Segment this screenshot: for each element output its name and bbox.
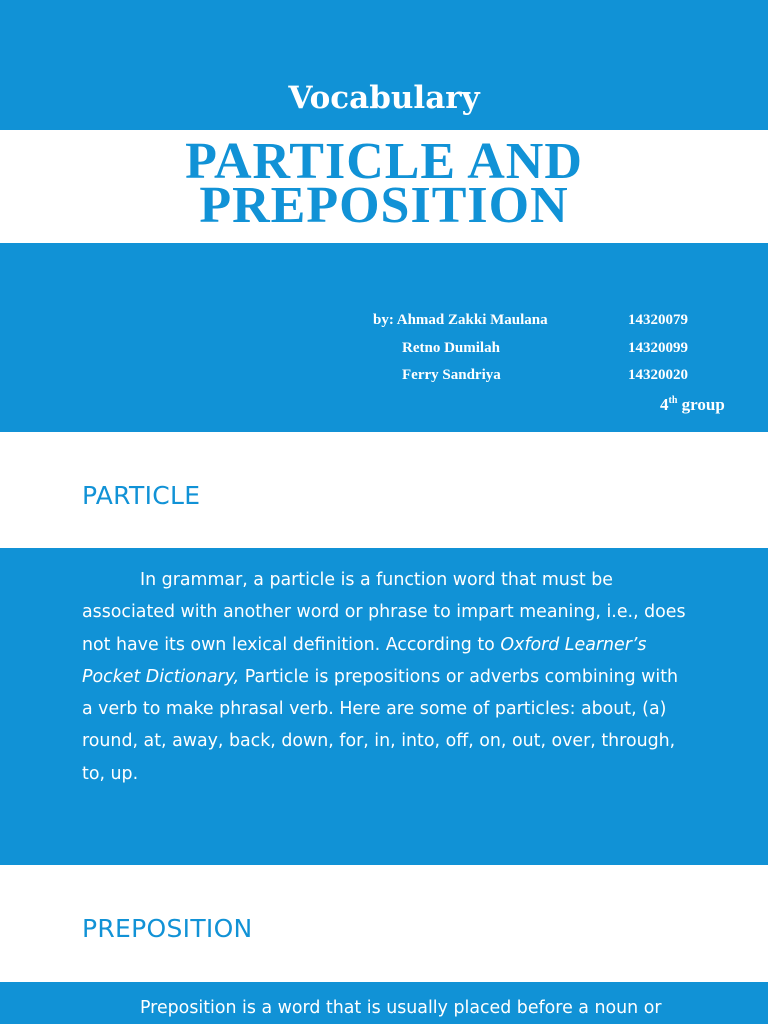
author-name: by: Ahmad Zakki Maulana — [373, 312, 548, 328]
author-row — [0, 309, 768, 331]
particle-dictionary-source: Oxford Learner’s Pocket Dictionary, — [82, 634, 647, 687]
cover-title-band — [0, 130, 768, 243]
author-id: 14320020 — [628, 367, 688, 383]
particle-body-band — [0, 548, 768, 865]
cover-subject: Vocabulary — [288, 80, 480, 116]
author-name: Ferry Sandriya — [402, 367, 501, 383]
particle-heading: PARTICLE — [82, 481, 201, 510]
author-id: 14320079 — [628, 312, 688, 328]
group-number: 4 — [660, 395, 669, 414]
cover-title — [0, 133, 768, 234]
preposition-paragraph — [82, 992, 692, 1024]
cover-title-line-2: PREPOSITION — [199, 177, 569, 234]
preposition-body-band — [0, 982, 768, 1024]
preposition-heading: PREPOSITION — [82, 914, 253, 943]
cover-header-band — [0, 0, 768, 130]
group-ordinal-suffix: th — [668, 395, 678, 406]
group-label — [660, 394, 725, 416]
cover-authors-band — [0, 243, 768, 432]
slide-divider — [0, 865, 768, 877]
particle-heading-band — [0, 444, 768, 548]
author-name: Retno Dumilah — [402, 340, 500, 356]
group-word: group — [681, 395, 725, 414]
author-row — [0, 364, 768, 386]
particle-text-part-2: Particle is prepositions or adverbs combining with a verb to make phrasal verb. Here are some of particles: about, (a) round, at, away, back, down, for, in, into, off, on, out, over, through, to, up. — [82, 666, 679, 784]
cover-title-line-1: PARTICLE AND — [185, 133, 583, 190]
particle-paragraph — [82, 564, 692, 790]
preposition-heading-band — [0, 877, 768, 982]
author-id: 14320099 — [628, 340, 688, 356]
particle-text-part-1: In grammar, a particle is a function word that must be associated with another word or phrase to impart meaning, i.e., does not have its own lexical definition. According to — [82, 570, 686, 655]
preposition-text: Preposition is a word that is usually placed before a noun or — [140, 998, 662, 1018]
slide-divider — [0, 432, 768, 444]
author-row — [0, 337, 768, 359]
